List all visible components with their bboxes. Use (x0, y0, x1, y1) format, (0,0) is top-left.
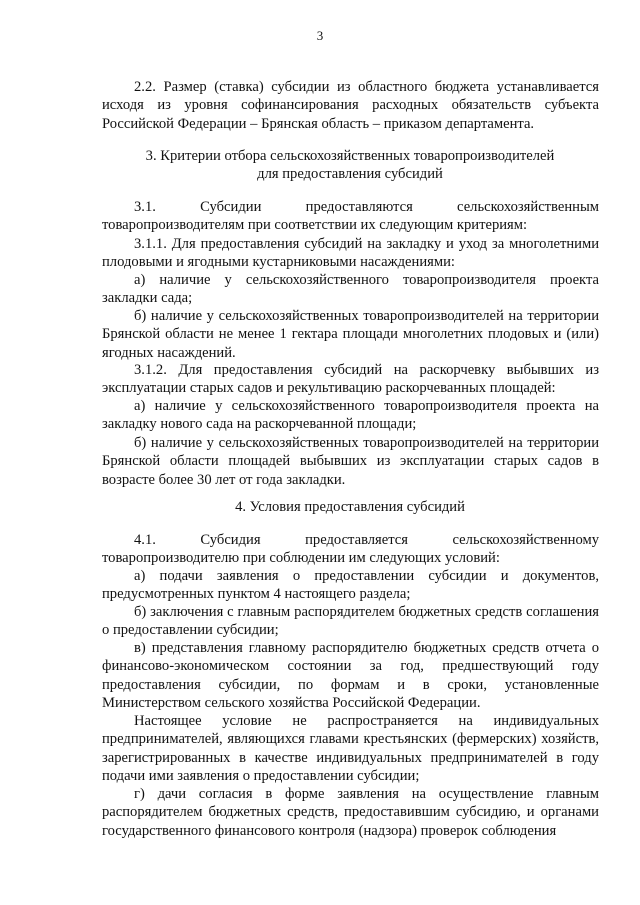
page-number: 3 (316, 28, 324, 43)
paragraph-3-1-1: 3.1.1. Для предоставления субсидий на закладку и уход за многолетними плодовыми и ягодными кустарниковыми насаждениями: (102, 236, 599, 271)
paragraph-4-1: 4.1. Субсидия предоставляется сельскохозяйственному товаропроизводителю при соблюдении им следующих условий: (102, 532, 599, 567)
paragraph-4-1-note: Настоящее условие не распространяется на индивидуальных предпринимателей, являющихся главами крестьянских (фермерских) хозяйств, зарегистрированных в качестве индивидуальных предпринимателей в году подачи ими заявления о предоставлении субсидии; (102, 713, 599, 784)
section-4-heading: 4. Условия предоставления субсидий (235, 499, 465, 515)
section-3-heading-line-1: 3. Критерии отбора сельскохозяйственных товаропроизводителей (145, 148, 555, 164)
paragraph-2-2: 2.2. Размер (ставка) субсидии из областного бюджета устанавливается исходя из уровня софинансирования расходных обязательств субъекта Российской Федерации – Брянская область – приказом департамента. (102, 79, 599, 132)
paragraph-4-1-g: г) дачи согласия в форме заявления на осуществление главным распорядителем бюджетных средств, предоставившим субсидию, и органами государственного финансового контроля (надзора) проверок соблюдения (102, 786, 599, 839)
paragraph-4-1-v: в) представления главному распорядителю бюджетных средств отчета о финансово-экономическом состоянии за год, предшествующий году предоставления субсидии, по формам и в сроки, установленные Министерством сельского хозяйства Российской Федерации. (102, 640, 599, 711)
paragraph-3-1-2-b: б) наличие у сельскохозяйственных товаропроизводителей на территории Брянской области площадей выбывших из эксплуатации старых садов в возрасте более 30 лет от года закладки. (102, 435, 599, 488)
paragraph-4-1-b: б) заключения с главным распорядителем бюджетных средств соглашения о предоставлении субсидии; (102, 604, 599, 639)
paragraph-4-1-a: а) подачи заявления о предоставлении субсидии и документов, предусмотренных пунктом 4 настоящего раздела; (102, 568, 599, 603)
paragraph-3-1-2: 3.1.2. Для предоставления субсидий на раскорчевку выбывших из эксплуатации старых садов и рекультивацию раскорчеванных площадей: (102, 362, 599, 397)
paragraph-3-1-2-a: а) наличие у сельскохозяйственного товаропроизводителя проекта на закладку нового сада на раскорчеванной площади; (102, 398, 599, 433)
paragraph-3-1-1-a: а) наличие у сельскохозяйственного товаропроизводителя проекта закладки сада; (102, 272, 599, 307)
paragraph-3-1-1-b: б) наличие у сельскохозяйственных товаропроизводителей на территории Брянской области не менее 1 гектара площади многолетних плодовых и (или) ягодных насаждений. (102, 308, 599, 361)
section-3-heading-line-2: для предоставления субсидий (257, 166, 443, 182)
paragraph-3-1: 3.1. Субсидии предоставляются сельскохозяйственным товаропроизводителям при соответствии их следующим критериям: (102, 199, 599, 234)
